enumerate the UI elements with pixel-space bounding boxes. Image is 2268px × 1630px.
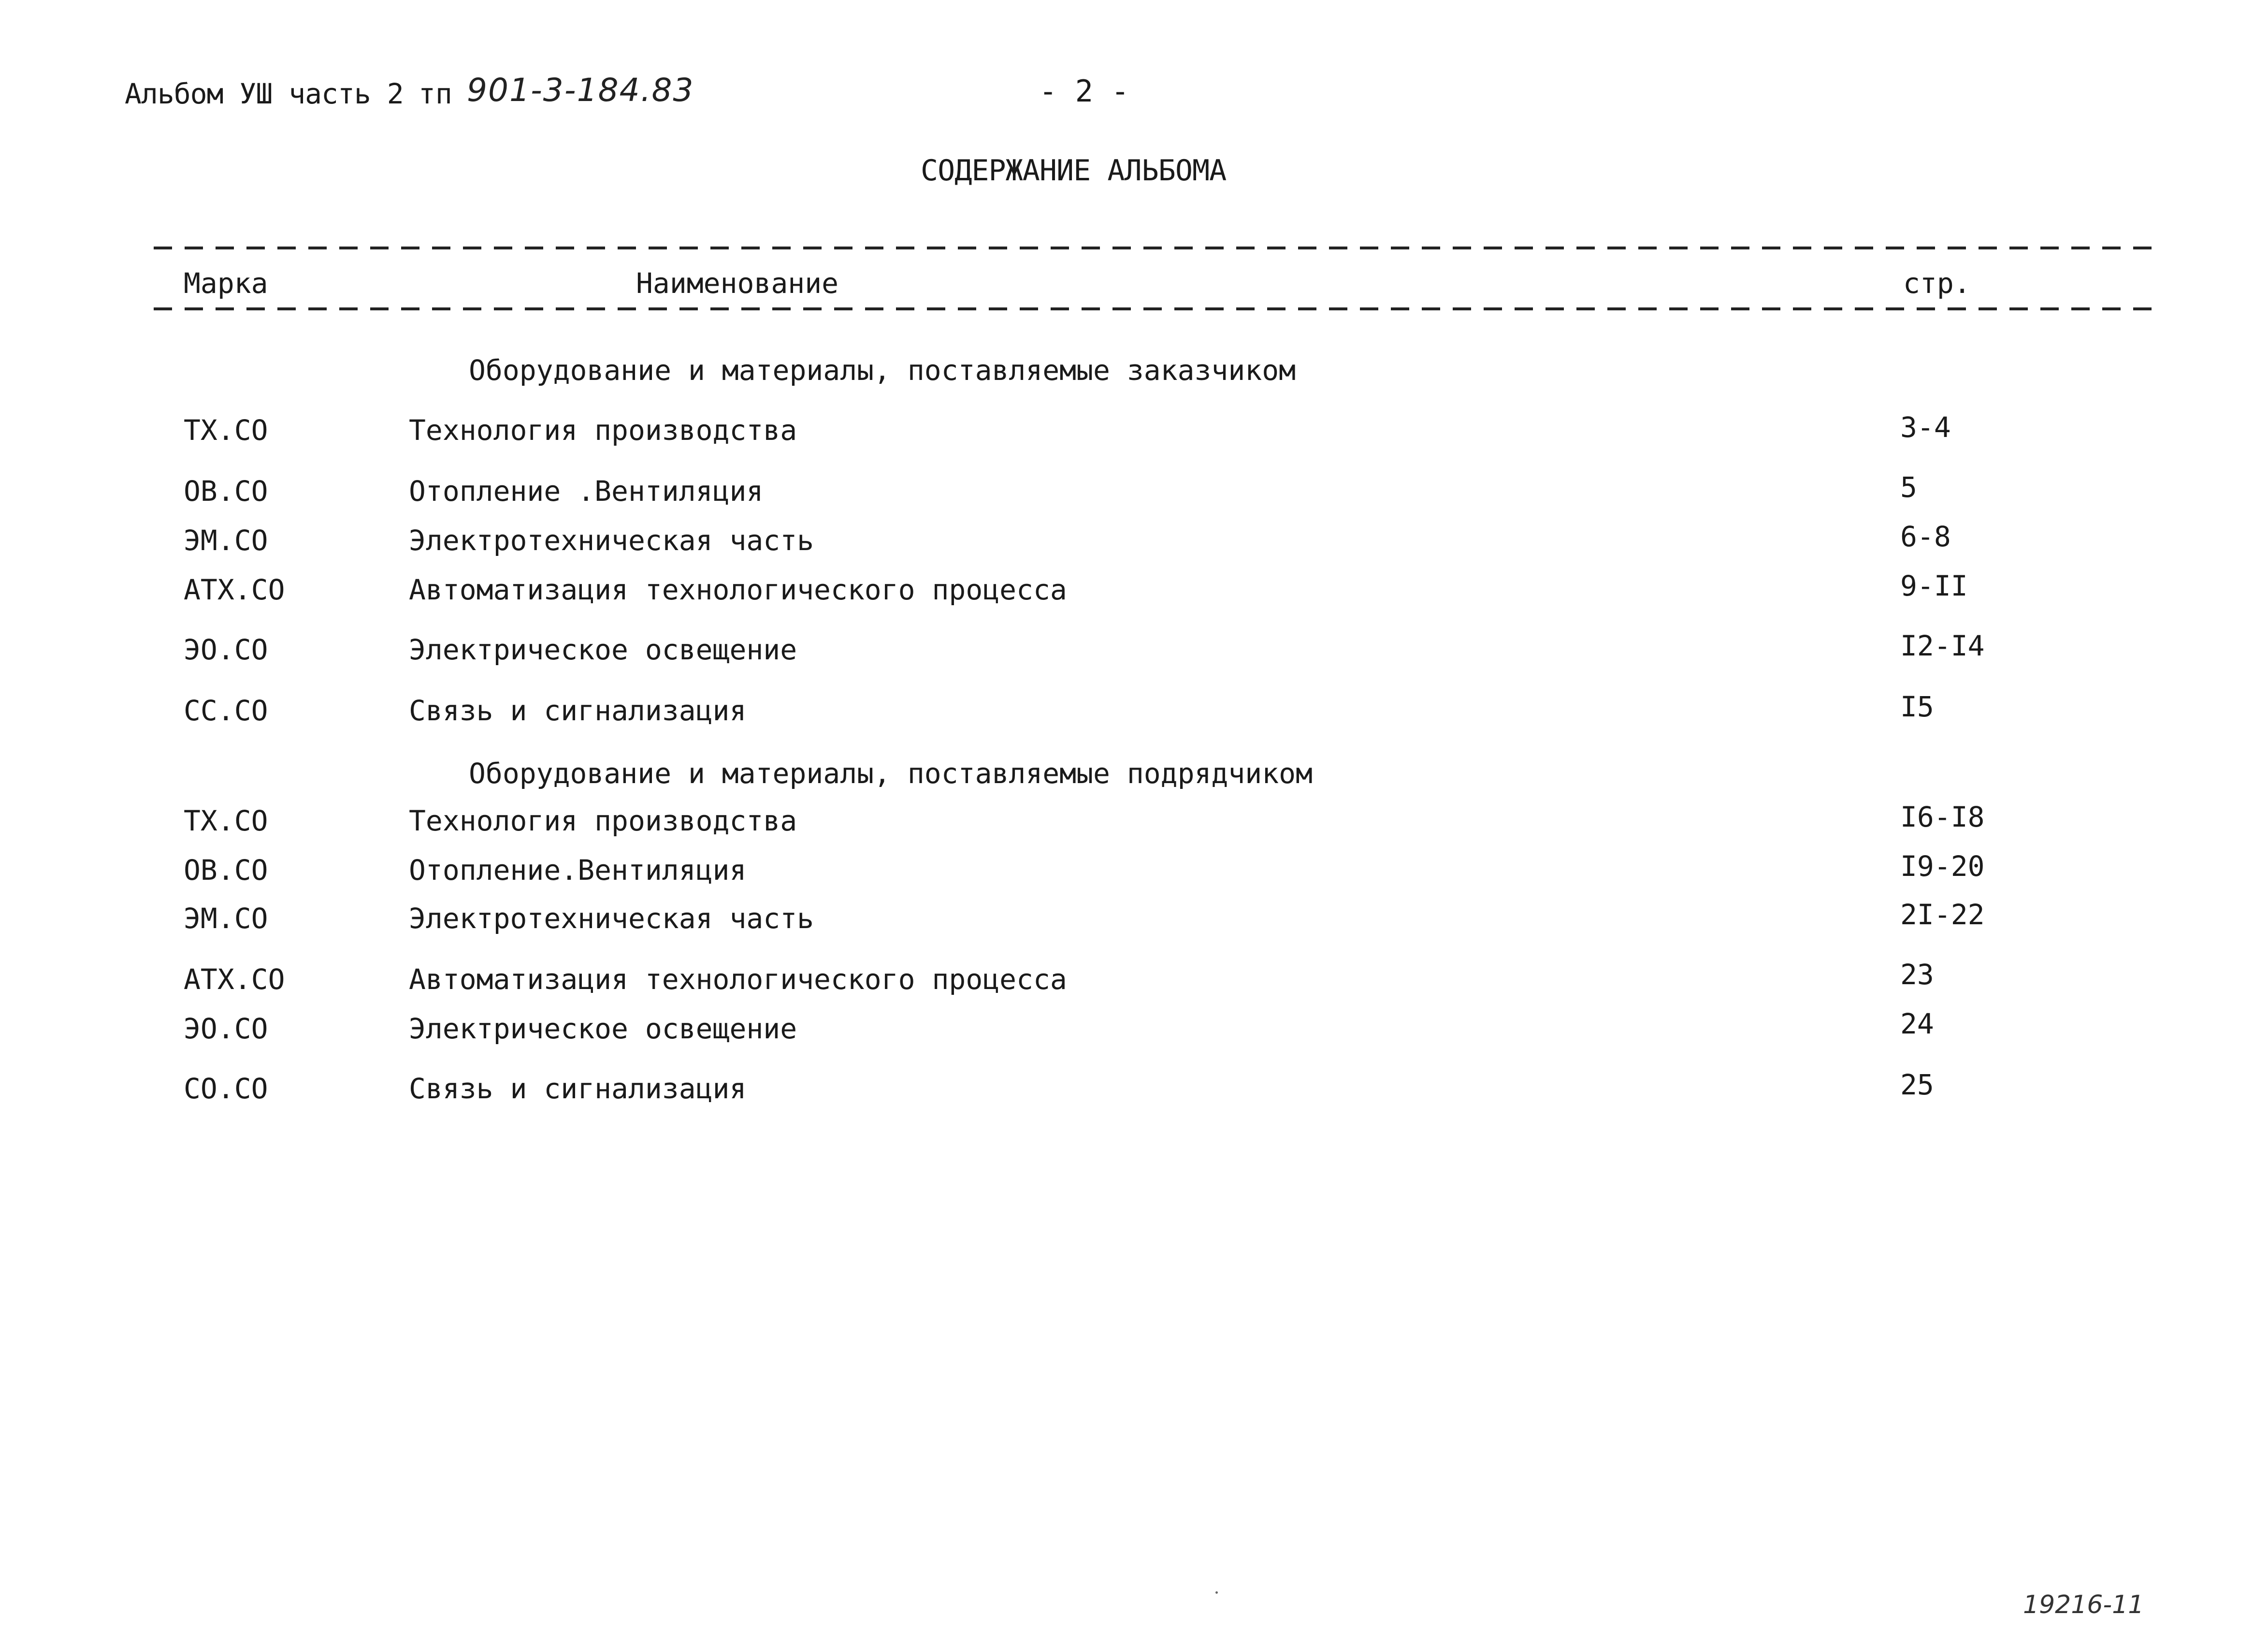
- row-mark: СС.СО: [184, 694, 268, 727]
- row-page: I2-I4: [1900, 629, 1985, 662]
- page-number: - 2 -: [1039, 73, 1129, 109]
- album-label: Альбом УШ часть 2: [125, 77, 404, 110]
- row-mark: ЭО.СО: [184, 1012, 268, 1045]
- row-page: 5: [1900, 471, 1917, 504]
- column-header-mark: Марка: [184, 267, 268, 300]
- row-page: I6-I8: [1900, 800, 1985, 833]
- scan-speck: [1215, 1591, 1218, 1594]
- tp-code: 901-3-184.83: [467, 72, 694, 109]
- header-bottom-dashed-rule: [154, 307, 2164, 310]
- row-page: 25: [1900, 1068, 1934, 1101]
- row-name: Технология производства: [409, 804, 797, 837]
- row-name: Связь и сигнализация: [409, 1072, 747, 1105]
- row-name: Связь и сигнализация: [409, 694, 747, 727]
- row-name: Автоматизация технологического процесса: [409, 963, 1067, 996]
- row-mark: АТХ.СО: [184, 573, 285, 606]
- row-mark: АТХ.СО: [184, 963, 285, 996]
- row-mark: СО.СО: [184, 1072, 268, 1105]
- row-page: 6-8: [1900, 520, 1951, 553]
- page-title: СОДЕРЖАНИЕ АЛЬБОМА: [921, 154, 1227, 188]
- row-name: Электрическое освещение: [409, 633, 797, 666]
- row-name: Электротехническая часть: [409, 524, 814, 557]
- column-header-name: Наименование: [636, 267, 839, 300]
- row-mark: ОВ.СО: [184, 854, 268, 887]
- row-name: Отопление .Вентиляция: [409, 475, 764, 508]
- row-name: Технология производства: [409, 414, 797, 447]
- row-page: 2I-22: [1900, 898, 1985, 931]
- row-mark: ТХ.СО: [184, 804, 268, 837]
- row-mark: ЭМ.СО: [184, 902, 268, 935]
- section-heading-customer: Оборудование и материалы, поставляемые заказчиком: [469, 354, 1296, 387]
- row-page: 9-II: [1900, 569, 1968, 602]
- row-name: Электротехническая часть: [409, 902, 814, 935]
- row-name: Электрическое освещение: [409, 1012, 797, 1045]
- section-heading-contractor: Оборудование и материалы, поставляемые подрядчиком: [469, 757, 1313, 790]
- row-page: 3-4: [1900, 411, 1951, 444]
- row-page: I5: [1900, 690, 1934, 723]
- row-page: 23: [1900, 958, 1934, 991]
- column-header-page: стр.: [1903, 267, 1971, 300]
- row-mark: ТХ.СО: [184, 414, 268, 447]
- row-page: I9-20: [1900, 850, 1985, 883]
- top-dashed-rule: [154, 247, 2164, 249]
- row-name: Отопление.Вентиляция: [409, 854, 747, 887]
- row-page: 24: [1900, 1007, 1934, 1040]
- row-mark: ЭО.СО: [184, 633, 268, 666]
- row-mark: ЭМ.СО: [184, 524, 268, 557]
- row-mark: ОВ.СО: [184, 475, 268, 508]
- row-name: Автоматизация технологического процесса: [409, 573, 1067, 606]
- tp-prefix: тп: [419, 77, 452, 110]
- archive-stamp: 19216-11: [2023, 1590, 2144, 1619]
